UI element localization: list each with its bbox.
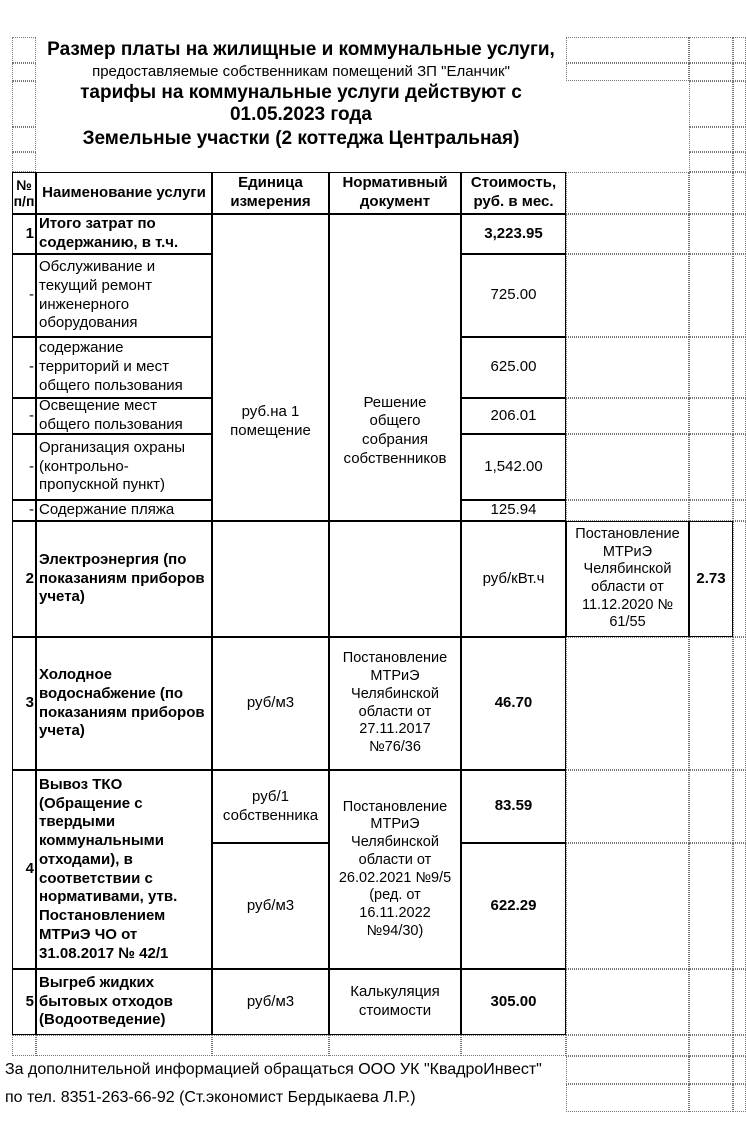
row5-doc: Калькуляция стоимости: [329, 969, 461, 1035]
subrow-cost: 625.00: [461, 337, 566, 398]
grid-cell: [689, 337, 733, 398]
grid-cell: [566, 37, 689, 63]
grid-cell: [461, 1035, 566, 1056]
grid-cell: [733, 214, 746, 254]
grid-cell: [566, 172, 689, 214]
grid-cell: [689, 500, 733, 521]
grid-cell: [733, 81, 746, 127]
grid-cell: [733, 500, 746, 521]
row2-name: Электроэнергия (по показаниям приборов учета): [36, 521, 212, 637]
doc-title-tariffs: [36, 81, 566, 127]
doc-subtitle: предоставляемые собственникам помещений ЗП "Еланчик": [92, 63, 510, 81]
col-header-num: № п/п: [12, 172, 36, 214]
row1-doc-merged: Решение общего собрания собственников: [329, 214, 461, 521]
grid-cell: [12, 127, 36, 152]
subrow-num: -: [12, 434, 36, 500]
grid-cell: [689, 1035, 733, 1056]
row1-cost: 3,223.95: [461, 214, 566, 254]
grid-cell: [689, 81, 733, 127]
row4-doc: Постановление МТРиЭ Челябинской области от 26.02.2021 №9/5 (ред. от 16.11.2022 №94/30): [329, 770, 461, 969]
grid-cell: [566, 398, 689, 434]
grid-cell: [733, 637, 746, 770]
row2-num: 2: [12, 521, 36, 637]
grid-cell: [566, 969, 689, 1035]
grid-cell: [733, 37, 746, 63]
grid-cell: [212, 1035, 329, 1056]
grid-cell: [733, 337, 746, 398]
grid-cell: [689, 152, 733, 172]
grid-cell: [733, 254, 746, 337]
row3-name: Холодное водоснабжение (по показаниям приборов учета): [36, 637, 212, 770]
row2-cost: 2.73: [689, 521, 733, 637]
row2-unit-empty: [212, 521, 329, 637]
col-header-doc: Нормативный документ: [329, 172, 461, 214]
row2-unit: руб/кВт.ч: [461, 521, 566, 637]
grid-cell: [689, 969, 733, 1035]
grid-cell: [689, 637, 733, 770]
grid-cell: [733, 1035, 746, 1056]
subrow-cost: 125.94: [461, 500, 566, 521]
grid-cell: [689, 214, 733, 254]
grid-cell: [12, 63, 36, 81]
grid-cell: [733, 843, 746, 969]
grid-cell: [566, 500, 689, 521]
grid-cell: [689, 843, 733, 969]
grid-cell: [733, 1084, 746, 1112]
grid-cell: [733, 398, 746, 434]
subrow-num: -: [12, 337, 36, 398]
grid-cell: [12, 81, 36, 127]
grid-cell: [566, 434, 689, 500]
col-header-name: Наименование услуги: [36, 172, 212, 214]
grid-cell: [566, 214, 689, 254]
grid-cell: [733, 152, 746, 172]
subrow-name: Обслуживание и текущий ремонт инженерного оборудования: [36, 254, 212, 337]
row3-doc: Постановление МТРиЭ Челябинской области от 27.11.2017 №76/36: [329, 637, 461, 770]
subrow-cost: 1,542.00: [461, 434, 566, 500]
subrow-num: -: [12, 500, 36, 521]
footer-contact-line1: За дополнительной информацией обращаться ООО УК "КвадроИнвест": [5, 1061, 542, 1078]
subrow-num: -: [12, 398, 36, 434]
grid-cell: [733, 63, 746, 81]
grid-cell: [12, 37, 36, 63]
grid-cell: [689, 1084, 733, 1112]
grid-cell: [733, 1056, 746, 1084]
row3-cost: 46.70: [461, 637, 566, 770]
grid-cell: [329, 1035, 461, 1056]
grid-cell: [566, 1084, 689, 1112]
grid-cell: [566, 337, 689, 398]
row2-doc-empty: [329, 521, 461, 637]
doc-title-tariffs-line1: тарифы на коммунальные услуги действуют с: [80, 81, 522, 103]
grid-cell: [566, 63, 689, 81]
subrow-name: Освещение мест общего пользования: [36, 398, 212, 434]
grid-cell: [689, 63, 733, 81]
grid-cell: [733, 172, 746, 214]
grid-cell: [733, 521, 746, 637]
subrow-cost: 725.00: [461, 254, 566, 337]
row1-num: 1: [12, 214, 36, 254]
row4-unit-2: руб/м3: [212, 843, 329, 969]
doc-title-main: Размер платы на жилищные и коммунальные услуги,: [47, 38, 555, 60]
row5-cost: 305.00: [461, 969, 566, 1035]
grid-cell: [733, 127, 746, 152]
subrow-cost: 206.01: [461, 398, 566, 434]
col-header-unit: Единица измерения: [212, 172, 329, 214]
grid-cell: [733, 770, 746, 843]
grid-cell: [566, 770, 689, 843]
row4-cost-1: 83.59: [461, 770, 566, 843]
row4-cost-2: 622.29: [461, 843, 566, 969]
row4-unit-1: руб/1 собственника: [212, 770, 329, 843]
footer-contact-line2: по тел. 8351-263-66-92 (Ст.экономист Бердыкаева Л.Р.): [5, 1089, 416, 1106]
row1-unit-merged: руб.на 1 помещение: [212, 214, 329, 521]
subrow-name: Организация охраны (контрольно-пропускной пункт): [36, 434, 212, 500]
subrow-num: -: [12, 254, 36, 337]
row4-name: Вывоз ТКО (Обращение с твердыми коммунальными отходами), в соответствии с нормативами, утв. Постановлением МТРиЭ ЧО от 31.08.2017 № 42/1: [36, 770, 212, 969]
grid-cell: [689, 172, 733, 214]
grid-cell: [12, 1035, 36, 1056]
row2-doc: Постановление МТРиЭ Челябинской области от 11.12.2020 № 61/55: [566, 521, 689, 637]
grid-cell: [566, 1035, 689, 1056]
grid-cell: [566, 1056, 689, 1084]
grid-cell: [689, 398, 733, 434]
grid-cell: [566, 637, 689, 770]
row5-num: 5: [12, 969, 36, 1035]
grid-cell: [36, 1035, 212, 1056]
grid-cell: [733, 969, 746, 1035]
grid-cell: [689, 770, 733, 843]
grid-cell: [689, 434, 733, 500]
row1-name: Итого затрат по содержанию, в т.ч.: [36, 214, 212, 254]
doc-title-tariffs-line2: 01.05.2023 года: [229, 104, 373, 125]
row3-unit: руб/м3: [212, 637, 329, 770]
grid-cell: [689, 37, 733, 63]
grid-cell: [689, 127, 733, 152]
grid-cell: [689, 1056, 733, 1084]
grid-cell: [733, 434, 746, 500]
subrow-name: Содержание пляжа: [36, 500, 212, 521]
row5-unit: руб/м3: [212, 969, 329, 1035]
subrow-name: содержание территорий и мест общего пользования: [36, 337, 212, 398]
doc-title-plots: Земельные участки (2 коттеджа Центральная): [82, 128, 520, 150]
grid-cell: [566, 843, 689, 969]
grid-cell: [689, 254, 733, 337]
row3-num: 3: [12, 637, 36, 770]
col-header-cost: Стоимость, руб. в мес.: [461, 172, 566, 214]
row4-num: 4: [12, 770, 36, 969]
grid-cell: [566, 254, 689, 337]
row5-name: Выгреб жидких бытовых отходов (Водоотведение): [36, 969, 212, 1035]
grid-cell: [12, 152, 36, 172]
